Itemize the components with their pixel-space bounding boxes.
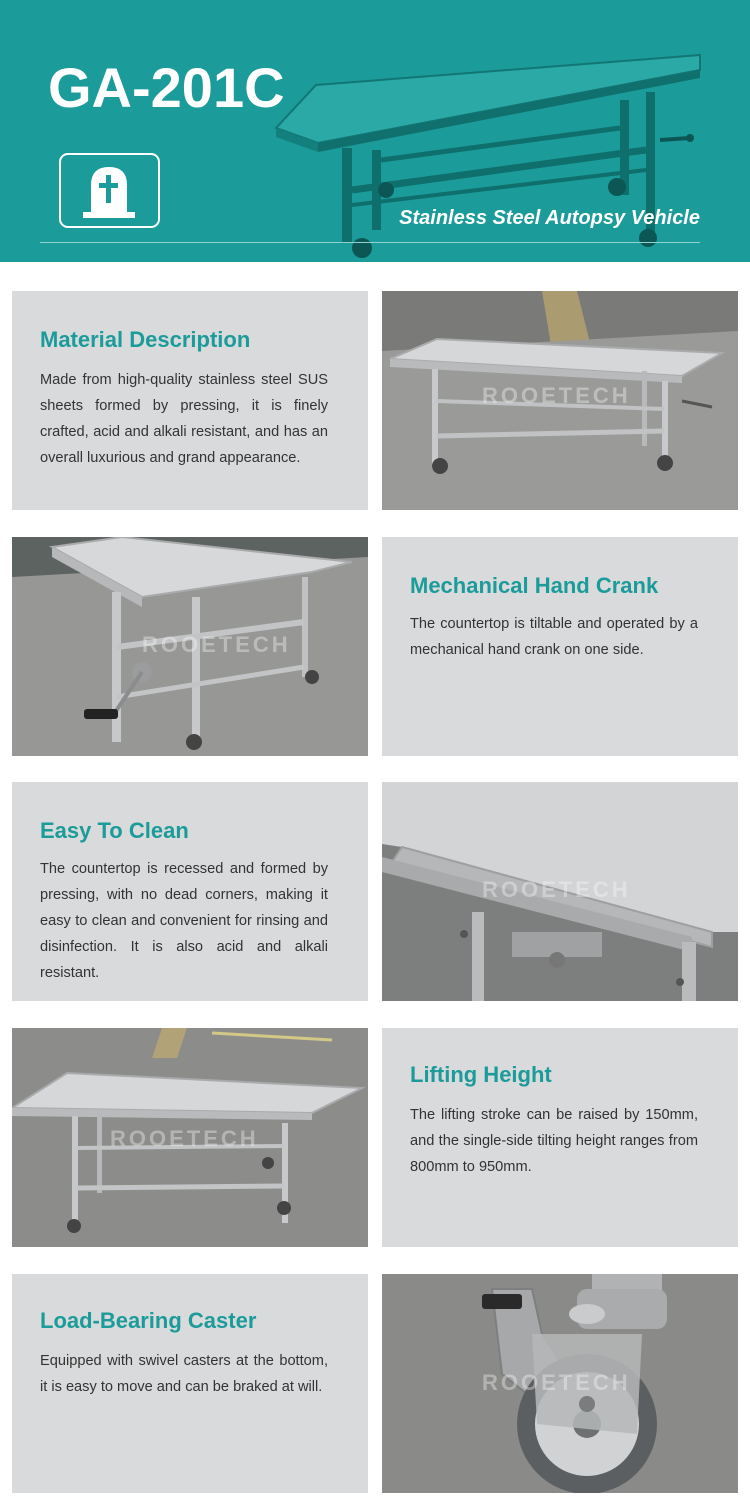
tombstone-cross-icon: [61, 155, 158, 226]
section-title: Easy To Clean: [40, 818, 189, 843]
section-title: Material Description: [40, 327, 251, 352]
photo-countertop-closeup: [382, 782, 738, 1001]
section-text: Made from high-quality stainless steel SUS sheets formed by pressing, it is finely crafted, acid and alkali resistant, and has an overall luxurious and grand appearance.: [40, 372, 328, 466]
section-lifting-height: [382, 1028, 738, 1247]
product-category-badge: [59, 153, 160, 228]
watermark: ROOETECH: [482, 383, 631, 408]
section-easy-to-clean: [12, 782, 368, 1001]
watermark: ROOETECH: [482, 877, 631, 902]
section-text: The countertop is recessed and formed by pressing, with no dead corners, making it easy to clean and convenient for rinsing and disinfection. It is also acid and alkali resistant.: [40, 861, 328, 981]
watermark: ROOETECH: [482, 1370, 631, 1395]
banner-divider: [40, 242, 700, 243]
section-text: Equipped with swivel casters at the bottom, it is easy to move and can be braked at will.: [40, 1353, 328, 1395]
product-model-title: GA-201C: [48, 56, 285, 119]
section-load-bearing-caster: [12, 1274, 368, 1493]
section-title: Load-Bearing Caster: [40, 1308, 257, 1333]
section-text: The countertop is tiltable and operated by a mechanical hand crank on one side.: [410, 616, 698, 658]
photo-table-overview: [382, 291, 738, 510]
section-title: Mechanical Hand Crank: [410, 573, 659, 598]
section-material-description: [12, 291, 368, 510]
hero-banner: [0, 0, 750, 262]
watermark: ROOETECH: [110, 1126, 259, 1151]
section-text: The lifting stroke can be raised by 150mm, and the single-side tilting height ranges from 800mm to 950mm.: [410, 1107, 698, 1175]
section-mechanical-hand-crank: [382, 537, 738, 756]
section-title: Lifting Height: [410, 1062, 552, 1087]
product-subtitle: Stainless Steel Autopsy Vehicle: [399, 207, 700, 229]
watermark: ROOETECH: [142, 632, 291, 657]
photo-caster-closeup: [382, 1274, 738, 1493]
photo-hand-crank: [12, 537, 368, 756]
photo-lifting-height: [12, 1028, 368, 1247]
